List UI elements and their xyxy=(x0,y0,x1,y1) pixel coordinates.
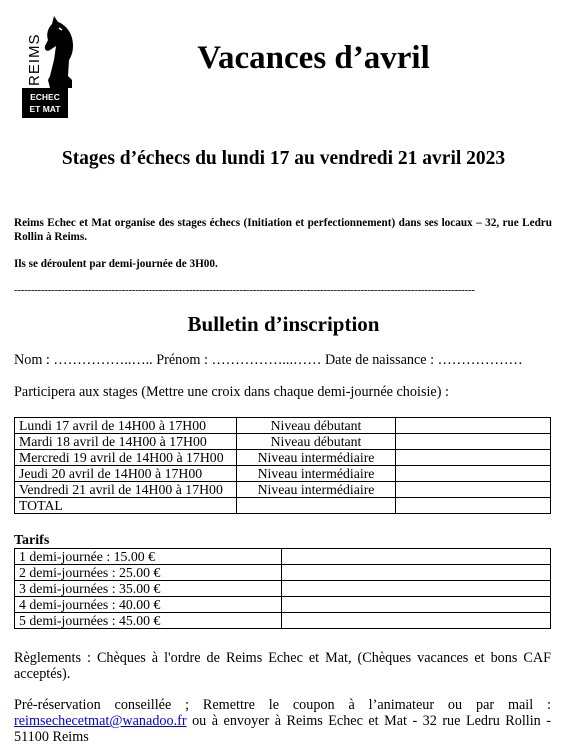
prereservation-text: Pré-réservation conseillée ; Remettre le coupon à l’animateur ou par mail : xyxy=(14,697,551,713)
form-title: Bulletin d’inscription xyxy=(187,312,380,336)
tarif-label: 1 demi-journée : 15.00 € xyxy=(15,549,282,565)
session-level: Niveau intermédiaire xyxy=(237,466,396,482)
table-row xyxy=(15,450,551,466)
logo-vertical-text: REIMS xyxy=(26,33,43,86)
tarifs-table xyxy=(14,548,551,629)
session-checkbox-cell[interactable] xyxy=(396,450,551,466)
session-level: Niveau débutant xyxy=(237,434,396,450)
intro-paragraph: Reims Echec et Mat organise des stages échecs (Initiation et perfectionnement) dans ses locaux – 32, rue Ledru Rollin à Reims. xyxy=(14,217,552,243)
tarif-checkbox-cell[interactable] xyxy=(282,613,551,629)
tarif-checkbox-cell[interactable] xyxy=(282,581,551,597)
schedule-note: Ils se déroulent par demi-journée de 3H00. xyxy=(14,258,218,270)
table-row xyxy=(15,418,551,434)
session-level: Niveau intermédiaire xyxy=(237,450,396,466)
logo-badge: ECHEC ET MAT xyxy=(22,88,68,118)
tarif-label: 2 demi-journées : 25.00 € xyxy=(15,565,282,581)
tarif-checkbox-cell[interactable] xyxy=(282,549,551,565)
tarifs-heading: Tarifs xyxy=(14,533,50,548)
session-level: Niveau débutant xyxy=(237,418,396,434)
session-day: Vendredi 21 avril de 14H00 à 17H00 xyxy=(15,482,237,498)
table-row xyxy=(15,597,551,613)
session-day: Mardi 18 avril de 14H00 à 17H00 xyxy=(15,434,237,450)
table-row xyxy=(15,613,551,629)
tarif-label: 4 demi-journées : 40.00 € xyxy=(15,597,282,613)
session-day: Jeudi 20 avril de 14H00 à 17H00 xyxy=(15,466,237,482)
prereservation-note xyxy=(14,697,551,745)
session-checkbox-cell[interactable] xyxy=(396,482,551,498)
session-level: Niveau intermédiaire xyxy=(237,482,396,498)
name-fields-line[interactable]: Nom : ……………..….. Prénom : ……………...…… Date de naissance : ……………… xyxy=(14,352,523,368)
participation-instructions: Participera aux stages (Mettre une croix dans chaque demi-journée choisie) : xyxy=(14,384,449,400)
session-checkbox-cell[interactable] xyxy=(396,418,551,434)
session-day: Mercredi 19 avril de 14H00 à 17H00 xyxy=(15,450,237,466)
table-row xyxy=(15,434,551,450)
table-row xyxy=(15,565,551,581)
total-value-cell[interactable] xyxy=(396,498,551,514)
email-link[interactable]: reimsechecetmat@wanadoo.fr xyxy=(14,713,187,729)
prereservation-address: ou à envoyer à Reims Echec et Mat - 32 rue Ledru Rollin - 51100 Reims xyxy=(14,713,551,745)
table-row xyxy=(15,581,551,597)
payment-terms: Règlements : Chèques à l'ordre de Reims Echec et Mat, (Chèques vacances et bons CAF acceptés). xyxy=(14,650,551,682)
session-checkbox-cell[interactable] xyxy=(396,434,551,450)
table-row xyxy=(15,482,551,498)
session-checkbox-cell[interactable] xyxy=(396,466,551,482)
total-level-cell xyxy=(237,498,396,514)
page-title: Vacances d’avril xyxy=(197,40,430,76)
session-day: Lundi 17 avril de 14H00 à 17H00 xyxy=(15,418,237,434)
tarif-checkbox-cell[interactable] xyxy=(282,597,551,613)
total-label: TOTAL xyxy=(15,498,237,514)
tarif-label: 5 demi-journées : 45.00 € xyxy=(15,613,282,629)
tarif-checkbox-cell[interactable] xyxy=(282,565,551,581)
tarif-label: 3 demi-journées : 35.00 € xyxy=(15,581,282,597)
sessions-table xyxy=(14,417,551,514)
table-row xyxy=(15,549,551,565)
page-subtitle: Stages d’échecs du lundi 17 au vendredi 21 avril 2023 xyxy=(61,148,506,169)
cut-line-separator: ----------------------------------------------------------------------------------------------------------------------------------------- xyxy=(14,284,475,296)
table-row xyxy=(15,466,551,482)
table-row-total xyxy=(15,498,551,514)
